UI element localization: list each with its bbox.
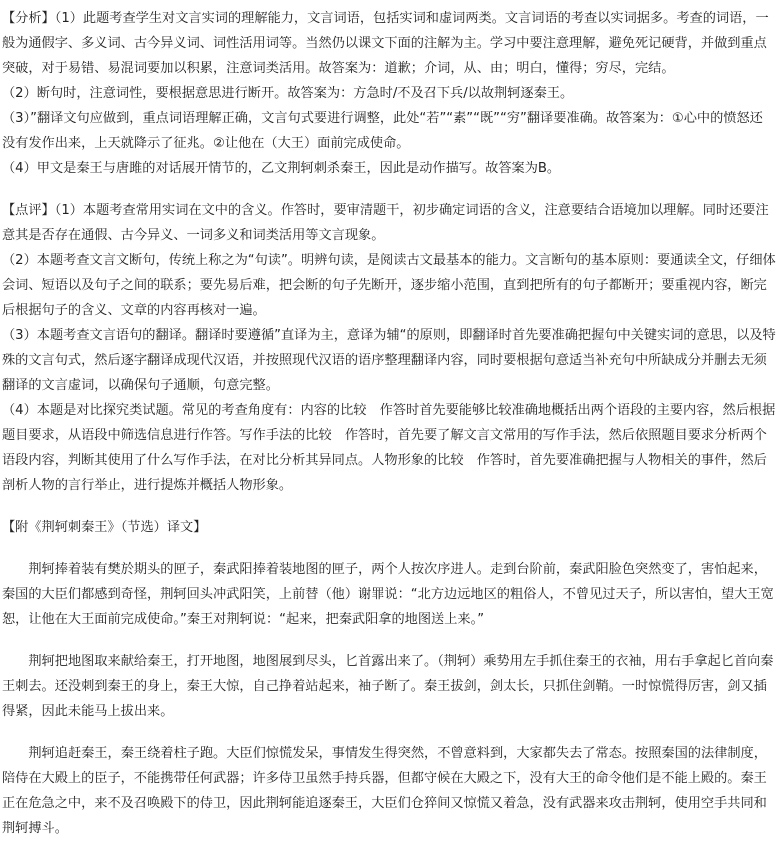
translation-paragraph-2: 荆轲把地图取来献给秦王，打开地图，地图展到尽头，匕首露出来了。（荆轲）乘势用左手抓住秦王的衣袖，用右手拿起匕首向秦王刺去。还没刺到秦王的身上，秦王大惊，自己挣着站起来，袖子断了。秦王拔剑，剑太长，只抓住剑鞘。一时惊慌得厉害，剑又插得紧，因此未能马上拔出来。 (2, 654, 774, 719)
comment-paragraph-2: （2）本题考查文言文断句，传统上称之为“句读”。明辨句读，是阅读古文最基本的能力。文言断句的基本原则：要通读全文，仔细体会词、短语以及句子之间的联系；要先易后难，把会断的句子先断开，逐步缩小范围，直到把所有的句子都断开；要重视内容，断完后根据句子的含义、文章的内容再核对一遍。 (2, 253, 776, 318)
translation-paragraph-1: 荆轲捧着装有樊於期头的匣子，秦武阳捧着装地图的匣子，两个人按次序进人。走到台阶前，秦武阳脸色突然变了，害怕起来，秦国的大臣们都感到奇怪，荆轲回头冲武阳笑，上前替（他）谢罪说：“北方边远地区的粗俗人，不曾见过天子，所以害怕，望大王宽恕，让他在大王面前完成使命。”秦王对荆轲说：“起来，把秦武阳拿的地图送上来。” (2, 562, 774, 627)
translation-gap (2, 540, 776, 557)
section-gap (2, 181, 776, 198)
translation-title: 【附《荆轲刺秦王》（节选）译文】 (2, 520, 207, 535)
translation-section (2, 515, 776, 841)
comment-paragraph-1: 【点评】（1）本题考查常用实词在文中的含义。作答时，要审清题干，初步确定词语的含义，注意要结合语境加以理解。同时还要注意其是否存在通假、古今异义、一词多义和词类活用等文言现象。 (2, 203, 769, 243)
comment-section (2, 198, 776, 498)
analysis-section (2, 6, 776, 181)
translation-gap (2, 632, 776, 649)
analysis-paragraph-3: （3）”翻译文句应做到，重点词语理解正确，文言句式要进行调整，此处“若”“素”“既”“穷”翻译要准确。故答案为：①心中的愤怒还没有发作出来，上天就降示了征兆。②让他在（大王）面前完成使命。 (2, 111, 763, 151)
comment-paragraph-3: （3）本题考查文言语句的翻译。翻译时要遵循”直译为主，意译为辅“的原则，即翻译时首先要准确把握句中关键实词的意思，以及特殊的文言句式，然后逐字翻译成现代汉语，并按照现代汉语的语序整理翻译内容，同时要根据句意适当补充句中所缺成分并删去无须翻译的文言虚词，以确保句子通顺，句意完整。 (2, 328, 776, 393)
translation-paragraph-3: 荆轲追赶秦王，秦王绕着柱子跑。大臣们惊慌发呆，事情发生得突然，不曾意料到，大家都失去了常态。按照秦国的法律制度，陪侍在大殿上的臣子，不能携带任何武器；许多侍卫虽然手持兵器，但都守候在大殿之下，没有大王的命令他们是不能上殿的。秦王正在危急之中，来不及召唤殿下的侍卫，因此荆轲能追逐秦王，大臣们仓猝间又惊慌又着急，没有武器来攻击荆轲，使用空手共同和荆轲搏斗。 (2, 746, 767, 836)
analysis-paragraph-1: 【分析】（1）此题考查学生对文言实词的理解能力，文言词语，包括实词和虚词两类。文言词语的考查以实词据多。考查的词语，一般为通假字、多义词、古今异义词、词性活用词等。当然仍以课文下面的注解为主。学习中要注意理解，避免死记硬背，并做到重点突破，对于易错、易混词要加以积累，注意词类活用。故答案为：道歉；介词，从、由；明白，懂得；穷尽，完结。 (2, 11, 769, 76)
section-gap (2, 498, 776, 515)
translation-gap (2, 724, 776, 741)
analysis-paragraph-4: （4）甲文是秦王与唐雎的对话展开情节的，乙文荆轲刺杀秦王，因此是动作描写。故答案为B。 (2, 161, 561, 176)
analysis-paragraph-2: （2）断句时，注意词性，要根据意思进行断开。故答案为：方急时/不及召下兵/以故荆轲逐秦王。 (2, 86, 574, 101)
comment-paragraph-4: （4）本题是对比探究类试题。常见的考查角度有：内容的比较 作答时首先要能够比较准确地概括出两个语段的主要内容，然后根据题目要求，从语段中筛选信息进行作答。写作手法的比较 作答时，首先要了解文言文常用的写作手法，然后依照题目要求分析两个语段内容，判断其使用了什么写作手法，在对比分析其异同点。人物形象的比较 作答时，首先要准确把握与人物相关的事件，然后剖析人物的言行举止，进行提炼并概括人物形象。 (2, 403, 776, 493)
